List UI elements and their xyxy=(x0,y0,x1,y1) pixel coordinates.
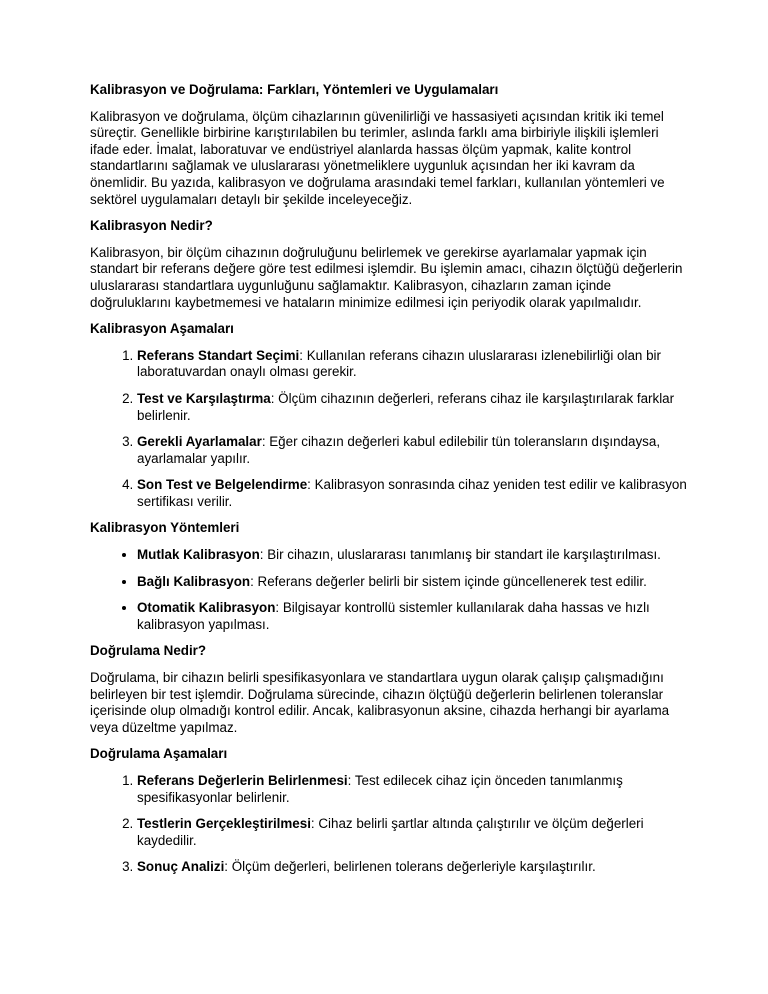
list-item-term: Referans Standart Seçimi xyxy=(137,347,300,363)
kalibrasyon-yontemleri-list xyxy=(90,547,690,633)
list-item-text: : Referans değerler belirli bir sistem içinde güncellenerek test edilir. xyxy=(250,573,647,589)
list-item-text: : Ölçüm cihazının değerleri, referans cihaz ile karşılaştırılarak farklar belirlenir. xyxy=(137,390,675,423)
list-item-text: : Bir cihazın, uluslararası tanımlanış bir standart ile karşılaştırılması. xyxy=(259,547,661,563)
list-item xyxy=(137,547,690,564)
list-item xyxy=(137,816,690,849)
list-item xyxy=(137,574,690,591)
heading-kalibrasyon-yontemleri: Kalibrasyon Yöntemleri xyxy=(90,520,240,536)
kalibrasyon-asamalari-list xyxy=(90,348,690,511)
list-item xyxy=(137,391,690,424)
heading-kalibrasyon-asamalari: Kalibrasyon Aşamaları xyxy=(90,321,234,337)
heading-dogrulama-nedir: Doğrulama Nedir? xyxy=(90,643,207,659)
list-item-term: Testlerin Gerçekleştirilmesi xyxy=(137,816,311,832)
list-item-text: : Eğer cihazın değerleri kabul edilebilir tün toleransların dışındaysa, ayarlamalar yapılır. xyxy=(137,434,661,466)
kalibrasyon-nedir-paragraph: Kalibrasyon, bir ölçüm cihazının doğruluğunu belirlemek ve gerekirse ayarlamalar yapmak için standart bir referans değere göre test edilmesi işlemdir. Bu işlemin amacı, cihazın ölçtüğü değerlerin uluslararası standartlara uygunluğunu sağlamaktır. Kalibrasyon, cihazların zaman içinde doğruluklarını kaybetmemesi ve hataların minimize edilmesi için periyodik olarak yapılmalıdır. xyxy=(90,244,683,310)
list-item xyxy=(137,859,690,876)
list-item xyxy=(137,348,690,381)
list-item xyxy=(137,477,690,510)
list-item-term: Otomatik Kalibrasyon xyxy=(137,600,276,616)
list-item-term: Referans Değerlerin Belirlenmesi xyxy=(137,773,348,788)
list-item-term: Bağlı Kalibrasyon xyxy=(137,573,251,589)
document-title: Kalibrasyon ve Doğrulama: Farkları, Yöntemleri ve Uygulamaları xyxy=(90,82,499,97)
list-item-text: : Kalibrasyon sonrasında cihaz yeniden test edilir ve kalibrasyon sertifikası verilir. xyxy=(137,477,687,509)
list-item-text: : Cihaz belirli şartlar altında çalıştırılır ve ölçüm değerleri kaydedilir. xyxy=(137,816,644,848)
heading-dogrulama-asamalari: Doğrulama Aşamaları xyxy=(90,746,228,762)
list-item-term: Test ve Karşılaştırma xyxy=(137,390,271,406)
heading-kalibrasyon-nedir: Kalibrasyon Nedir? xyxy=(90,218,213,234)
list-item xyxy=(137,773,690,806)
list-item xyxy=(137,600,690,633)
list-item-term: Gerekli Ayarlamalar xyxy=(137,434,262,450)
dogrulama-asamalari-list xyxy=(90,773,690,876)
list-item-text: : Ölçüm değerleri, belirlenen tolerans değerleriyle karşılaştırılır. xyxy=(224,859,596,875)
list-item-text: : Kullanılan referans cihazın uluslararası izlenebilirliği olan bir laboratuvardan onaylı olması gerekir. xyxy=(137,347,661,380)
list-item-term: Son Test ve Belgelendirme xyxy=(137,477,308,493)
document-page xyxy=(90,82,690,886)
list-item-text: : Test edilecek cihaz için önceden tanımlanmış spesifikasyonlar belirlenir. xyxy=(137,773,623,805)
list-item xyxy=(137,434,690,467)
list-item-term: Sonuç Analizi xyxy=(137,859,225,875)
dogrulama-nedir-paragraph: Doğrulama, bir cihazın belirli spesifikasyonlara ve standartlara uygun olarak çalışıp çalışmadığını belirleyen bir test işlemdir. Doğrulama sürecinde, cihazın ölçtüğü değerlerin belirlenen toleranslar içerisinde olup olmadığı kontrol edilir. Ancak, kalibrasyonun aksine, cihazda herhangi bir ayarlama veya düzeltme yapılmaz. xyxy=(90,670,670,735)
intro-paragraph: Kalibrasyon ve doğrulama, ölçüm cihazlarının güvenilirliği ve hassasiyeti açısından kritik iki temel süreçtir. Genellikle birbirine karıştırılabilen bu terimler, aslında farklı ama birbiriyle ilişkili işlemleri ifade eder. İmalat, laboratuvar ve endüstriyel alanlarda hassas ölçüm yapmak, kalite kontrol standartlarını sağlamak ve uluslararası yönetmeliklere uygunluk açısından her iki kavram da önemlidir. Bu yazıda, kalibrasyon ve doğrulama arasındaki temel farkları, kullanılan yöntemleri ve sektörel uygulamaları detaylı bir şekilde inceleyeceğiz. xyxy=(90,108,665,207)
list-item-text: : Bilgisayar kontrollü sistemler kullanılarak daha hassas ve hızlı kalibrasyon yapılması. xyxy=(137,600,650,632)
list-item-term: Mutlak Kalibrasyon xyxy=(137,547,260,563)
